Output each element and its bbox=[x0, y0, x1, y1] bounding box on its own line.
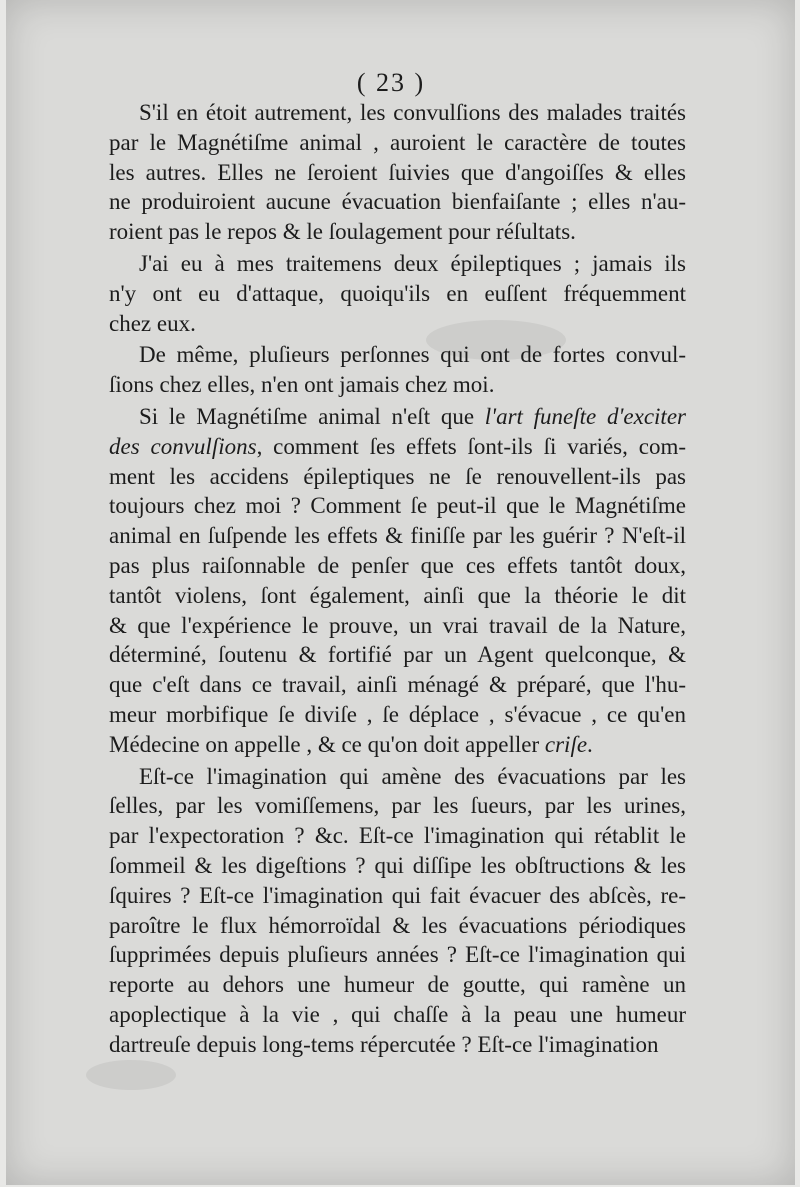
text-line: S'il en étoit autrement, les convulſions des malades traités bbox=[139, 100, 686, 125]
text-line: déterminé, ſoutenu & fortifié par un Agent quelconque, & bbox=[109, 642, 686, 668]
text-line: pas plus raiſonnable de penſer que ces effets tantôt doux, bbox=[109, 552, 686, 578]
body-text bbox=[79, 98, 686, 1060]
text-line bbox=[79, 432, 686, 462]
text-line: meur morbifique ſe diviſe , ſe déplace , s'évacue , ce qu'en bbox=[109, 701, 686, 727]
text-line: ne produiroient aucune évacuation bienfaiſante ; elles n'au- bbox=[109, 189, 686, 215]
text-line bbox=[79, 402, 686, 432]
paragraph bbox=[79, 98, 686, 247]
italic-phrase: des convulſions bbox=[109, 433, 257, 459]
text-line: ſions chez elles, n'en ont jamais chez moi. bbox=[109, 372, 495, 398]
text-line: J'ai eu à mes traitemens deux épileptiques ; jamais ils bbox=[139, 250, 686, 276]
page-number: ( 23 ) bbox=[356, 68, 426, 97]
text-line: De même, pluſieurs perſonnes qui ont de fortes convul- bbox=[139, 342, 686, 368]
text-line: Eſt-ce l'imagination qui amène des évacuations par les bbox=[139, 763, 686, 789]
text-line: ſelles, par les vomiſſemens, par les ſueurs, par les urines, bbox=[109, 793, 686, 819]
text-line: roient pas le repos & le ſoulagement pour réſultats. bbox=[109, 219, 576, 245]
text-line: n'y ont eu d'attaque, quoiqu'ils en euſſent fréquemment bbox=[109, 280, 686, 306]
paragraph bbox=[79, 249, 686, 338]
text-line: que c'eſt dans ce travail, ainſi ménagé & préparé, que l'hu- bbox=[109, 672, 686, 698]
text-line: paroître le flux hémorroïdal & les évacuations périodiques bbox=[109, 912, 686, 938]
text-segment: , comment ſes effets ſont-ils ſi variés, com- bbox=[256, 433, 686, 459]
text-line: ſquires ? Eſt-ce l'imagination qui fait évacuer des abſcès, re- bbox=[109, 882, 686, 908]
text-line bbox=[79, 730, 686, 760]
paragraph bbox=[79, 762, 686, 1060]
italic-phrase: l'art funeſte d'exciter bbox=[484, 403, 686, 429]
text-segment: Médecine on appelle , & ce qu'on doit appeller bbox=[109, 731, 545, 757]
text-segment: . bbox=[587, 731, 593, 757]
text-line: ſommeil & les digeſtions ? qui diſſipe les obſtructions & les bbox=[109, 852, 686, 878]
book-page bbox=[6, 0, 795, 1185]
paragraph bbox=[79, 340, 686, 400]
text-line: reporte au dehors une humeur de goutte, qui ramène un bbox=[109, 972, 686, 998]
text-line: & que l'expérience le prouve, un vrai travail de la Nature, bbox=[109, 612, 686, 638]
text-line: ment les accidens épileptiques ne ſe renouvellent-ils pas bbox=[109, 463, 686, 489]
text-line: dartreuſe depuis long-tems répercutée ? Eſt-ce l'imagination bbox=[109, 1031, 659, 1057]
text-line: par l'expectoration ? &c. Eſt-ce l'imagination qui rétablit le bbox=[109, 823, 686, 849]
text-line: ſupprimées depuis pluſieurs années ? Eſt-ce l'imagination qui bbox=[109, 942, 686, 968]
italic-phrase: criſe bbox=[544, 731, 588, 757]
text-line: tantôt violens, ſont également, ainſi que la théorie le dit bbox=[109, 582, 686, 608]
text-line: animal en ſuſpende les effets & finiſſe par les guérir ? N'eſt-il bbox=[109, 523, 686, 549]
page-stain bbox=[86, 1060, 176, 1090]
text-line: par le Magnétiſme animal , auroient le caractère de toutes bbox=[109, 129, 686, 155]
text-line: les autres. Elles ne ſeroient ſuivies que d'angoiſſes & elles bbox=[109, 159, 686, 185]
text-line: apoplectique à la vie , qui chaſſe à la peau une humeur bbox=[109, 1001, 686, 1027]
text-segment: Si le Magnétiſme animal n'eſt que bbox=[139, 403, 485, 429]
paragraph bbox=[79, 402, 686, 760]
text-line: chez eux. bbox=[109, 310, 196, 336]
text-line: toujours chez moi ? Comment ſe peut-il que le Magnétiſme bbox=[109, 493, 686, 519]
